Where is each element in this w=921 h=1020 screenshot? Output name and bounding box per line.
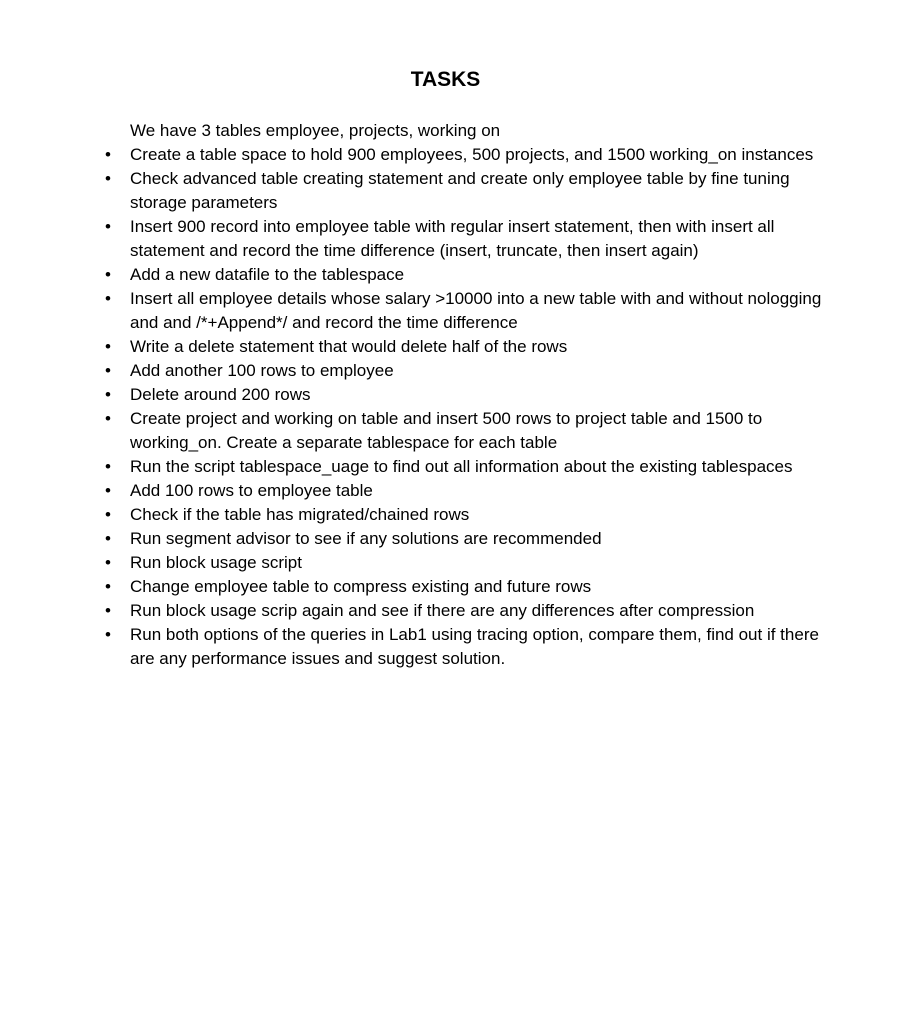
task-item bbox=[105, 479, 830, 503]
task-text: Insert all employee details whose salary >10000 into a new table with and without nologging and and /*+Append*/ and record the time difference bbox=[130, 289, 822, 332]
task-text: Run both options of the queries in Lab1 using tracing option, compare them, find out if there are any performance issues and suggest solution. bbox=[130, 625, 819, 668]
task-text: Run the script tablespace_uage to find out all information about the existing tablespaces bbox=[130, 457, 793, 476]
task-text: Check if the table has migrated/chained rows bbox=[130, 505, 470, 524]
task-item bbox=[105, 215, 830, 263]
task-item bbox=[105, 599, 830, 623]
task-text: Run segment advisor to see if any solutions are recommended bbox=[130, 529, 602, 548]
task-item bbox=[105, 359, 830, 383]
bullet-icon: • bbox=[105, 577, 111, 596]
intro-text: We have 3 tables employee, projects, working on bbox=[130, 121, 501, 140]
bullet-icon: • bbox=[105, 385, 111, 404]
task-text: Insert 900 record into employee table with regular insert statement, then with insert all statement and record the time difference (insert, truncate, then insert again) bbox=[130, 217, 775, 260]
task-text: Check advanced table creating statement and create only employee table by fine tuning storage parameters bbox=[130, 169, 790, 212]
task-item bbox=[105, 263, 830, 287]
task-item bbox=[105, 383, 830, 407]
bullet-icon: • bbox=[105, 289, 111, 308]
bullet-icon: • bbox=[105, 553, 111, 572]
bullet-icon: • bbox=[105, 361, 111, 380]
bullet-icon: • bbox=[105, 409, 111, 428]
task-list bbox=[105, 143, 830, 671]
task-item bbox=[105, 527, 830, 551]
task-text: Run block usage script bbox=[130, 553, 302, 572]
task-text: Create a table space to hold 900 employees, 500 projects, and 1500 working_on instances bbox=[130, 145, 814, 164]
task-item bbox=[105, 623, 830, 671]
task-item bbox=[105, 287, 830, 335]
task-item bbox=[105, 551, 830, 575]
task-item bbox=[105, 503, 830, 527]
task-text: Delete around 200 rows bbox=[130, 385, 311, 404]
task-item bbox=[105, 575, 830, 599]
task-item bbox=[105, 167, 830, 215]
task-text: Write a delete statement that would delete half of the rows bbox=[130, 337, 568, 356]
bullet-icon: • bbox=[105, 265, 111, 284]
document-title: TASKS bbox=[410, 68, 481, 91]
bullet-icon: • bbox=[105, 529, 111, 548]
task-text: Add another 100 rows to employee bbox=[130, 361, 394, 380]
task-text: Add 100 rows to employee table bbox=[130, 481, 373, 500]
bullet-icon: • bbox=[105, 505, 111, 524]
bullet-icon: • bbox=[105, 457, 111, 476]
bullet-icon: • bbox=[105, 481, 111, 500]
bullet-icon: • bbox=[105, 145, 111, 164]
task-text: Create project and working on table and insert 500 rows to project table and 1500 to working_on. Create a separate tablespace for each table bbox=[130, 409, 763, 452]
bullet-icon: • bbox=[105, 601, 111, 620]
bullet-icon: • bbox=[105, 217, 111, 236]
task-item bbox=[105, 143, 830, 167]
task-text: Add a new datafile to the tablespace bbox=[130, 265, 405, 284]
task-item bbox=[105, 455, 830, 479]
bullet-icon: • bbox=[105, 337, 111, 356]
bullet-icon: • bbox=[105, 169, 111, 188]
bullet-icon: • bbox=[105, 625, 111, 644]
task-item bbox=[105, 335, 830, 359]
task-item bbox=[105, 407, 830, 455]
task-text: Run block usage scrip again and see if there are any differences after compression bbox=[130, 601, 755, 620]
task-text: Change employee table to compress existing and future rows bbox=[130, 577, 592, 596]
